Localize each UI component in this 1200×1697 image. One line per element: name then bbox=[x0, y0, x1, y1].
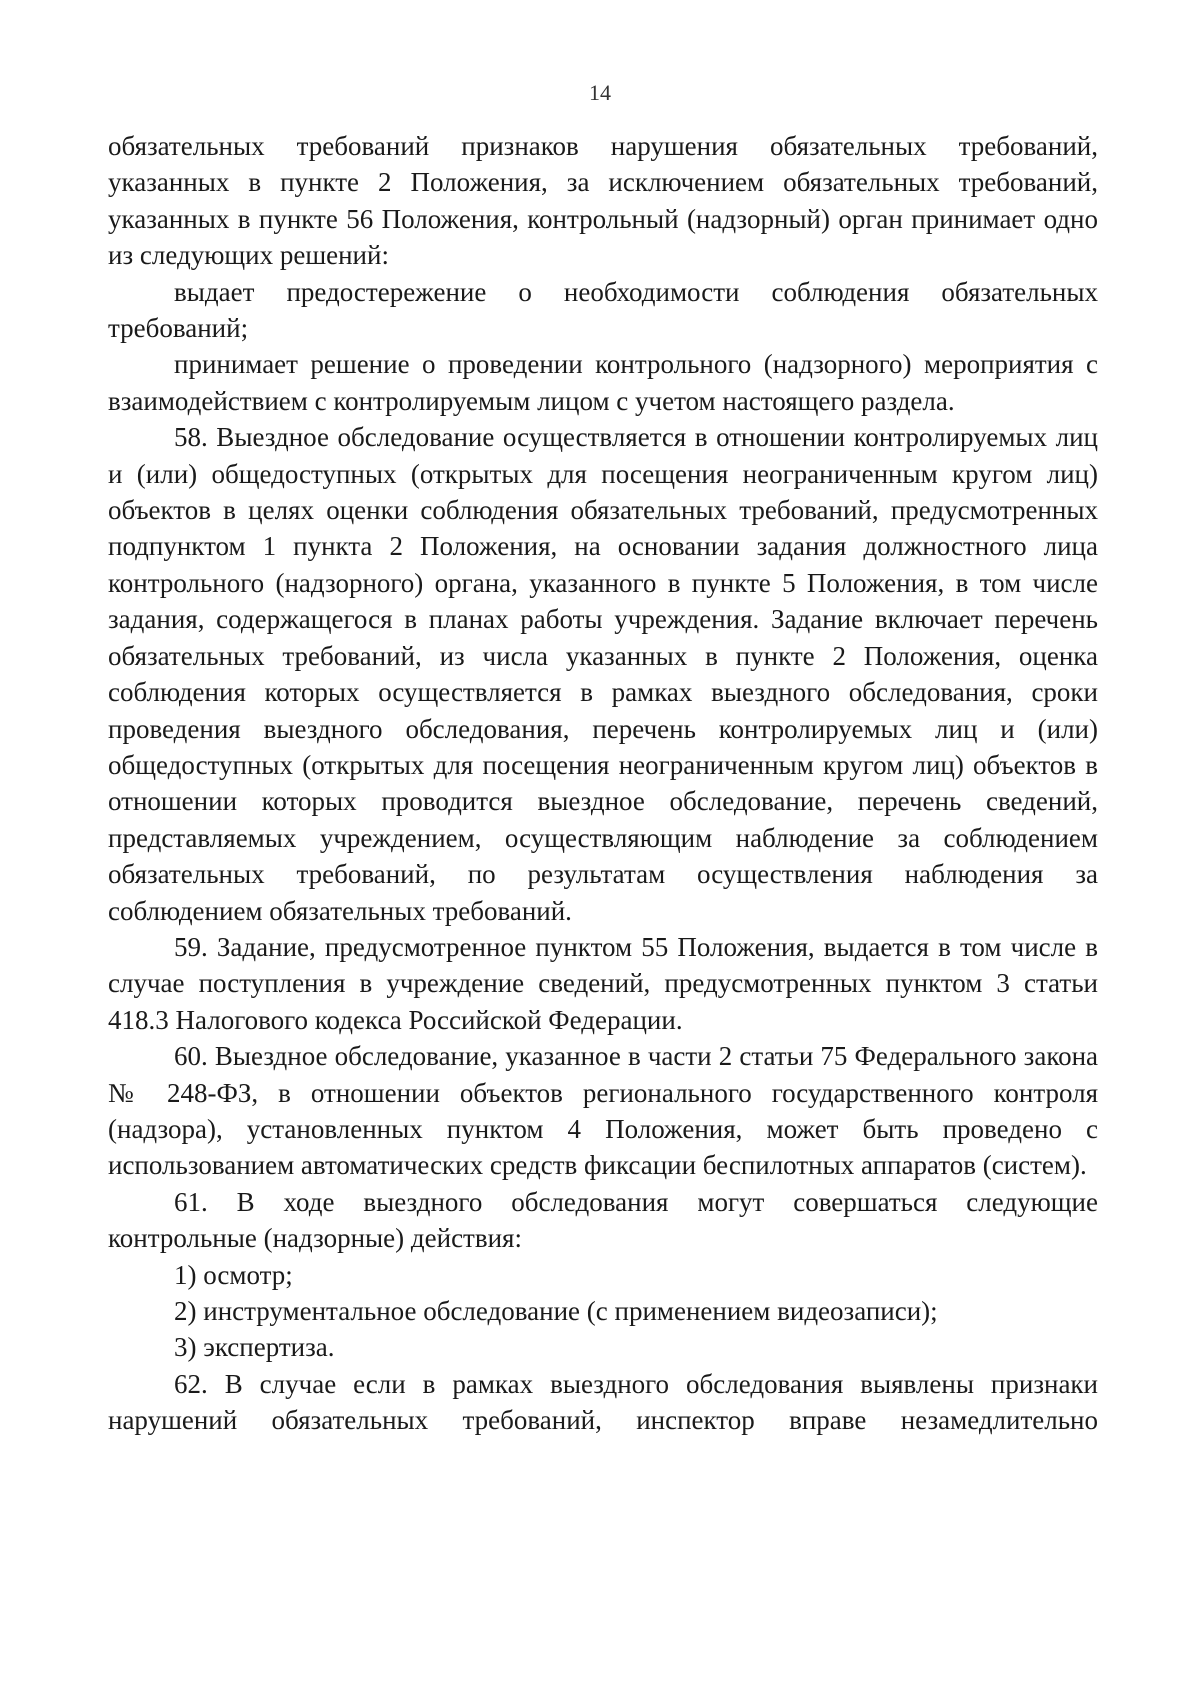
page-number: 14 bbox=[589, 80, 611, 105]
paragraph-61: 61. В ходе выездного обследования могут совершаться следующие контрольные (надзорные) действия: bbox=[108, 1186, 1098, 1254]
paragraph-decision-warning: выдает предостережение о необходимости соблюдения обязательных требований; bbox=[108, 276, 1098, 344]
paragraph-decision-inspection: принимает решение о проведении контрольного (надзорного) мероприятия с взаимодействием с контролируемым лицом с учетом настоящего раздела. bbox=[108, 349, 1098, 416]
paragraph-58: 58. Выездное обследование осуществляется в отношении контролируемых лиц и (или) общедоступных (открытых для посещения неограниченным кругом лиц) объектов в целях оценки соблюдения обязательных требований, предусмотренных подпунктом 1 пункта 2 Положения, на основании задания должностного лица контрольного (надзорного) органа, указанного в пункте 5 Положения, в том числе задания, содержащегося в планах работы учреждения. Задание включает перечень обязательных требований, из числа указанных в пункте 2 Положения, оценка соблюдения которых осуществляется в рамках выездного обследования, сроки проведения выездного обследования, перечень контролируемых лиц и (или) общедоступных (открытых для посещения неограниченным кругом лиц) объектов в отношении которых проводится выездное обследование, перечень сведений, представляемых учреждением, осуществляющим наблюдение за соблюдением обязательных требований, по результатам осуществления наблюдения за соблюдением обязательных требований. bbox=[108, 422, 1098, 926]
list-item-inspection: 1) осмотр; bbox=[174, 1259, 293, 1290]
paragraph-62: 62. В случае если в рамках выездного обследования выявлены признаки нарушений обязательных требований, инспектор вправе незамедлительно bbox=[108, 1368, 1098, 1436]
list-item-instrumental-survey: 2) инструментальное обследование (с применением видеозаписи); bbox=[174, 1296, 938, 1326]
paragraph-intro: обязательных требований признаков нарушения обязательных требований, указанных в пункте 2 Положения, за исключением обязательных требований, указанных в пункте 56 Положения, контрольный (надзорный) орган принимает одно из следующих решений: bbox=[108, 131, 1098, 271]
paragraph-60: 60. Выездное обследование, указанное в части 2 статьи 75 Федерального закона № 248-ФЗ, в отношении объектов регионального государственного контроля (надзора), установленных пунктом 4 Положения, может быть проведено с использованием автоматических средств фиксации беспилотных аппаратов (систем). bbox=[108, 1041, 1098, 1181]
document-body bbox=[108, 128, 1098, 1439]
paragraph-59: 59. Задание, предусмотренное пунктом 55 Положения, выдается в том числе в случае поступления в учреждение сведений, предусмотренных пунктом 3 статьи 418.3 Налогового кодекса Российской Федерации. bbox=[108, 931, 1098, 1035]
list-item-expertise: 3) экспертиза. bbox=[174, 1332, 335, 1363]
